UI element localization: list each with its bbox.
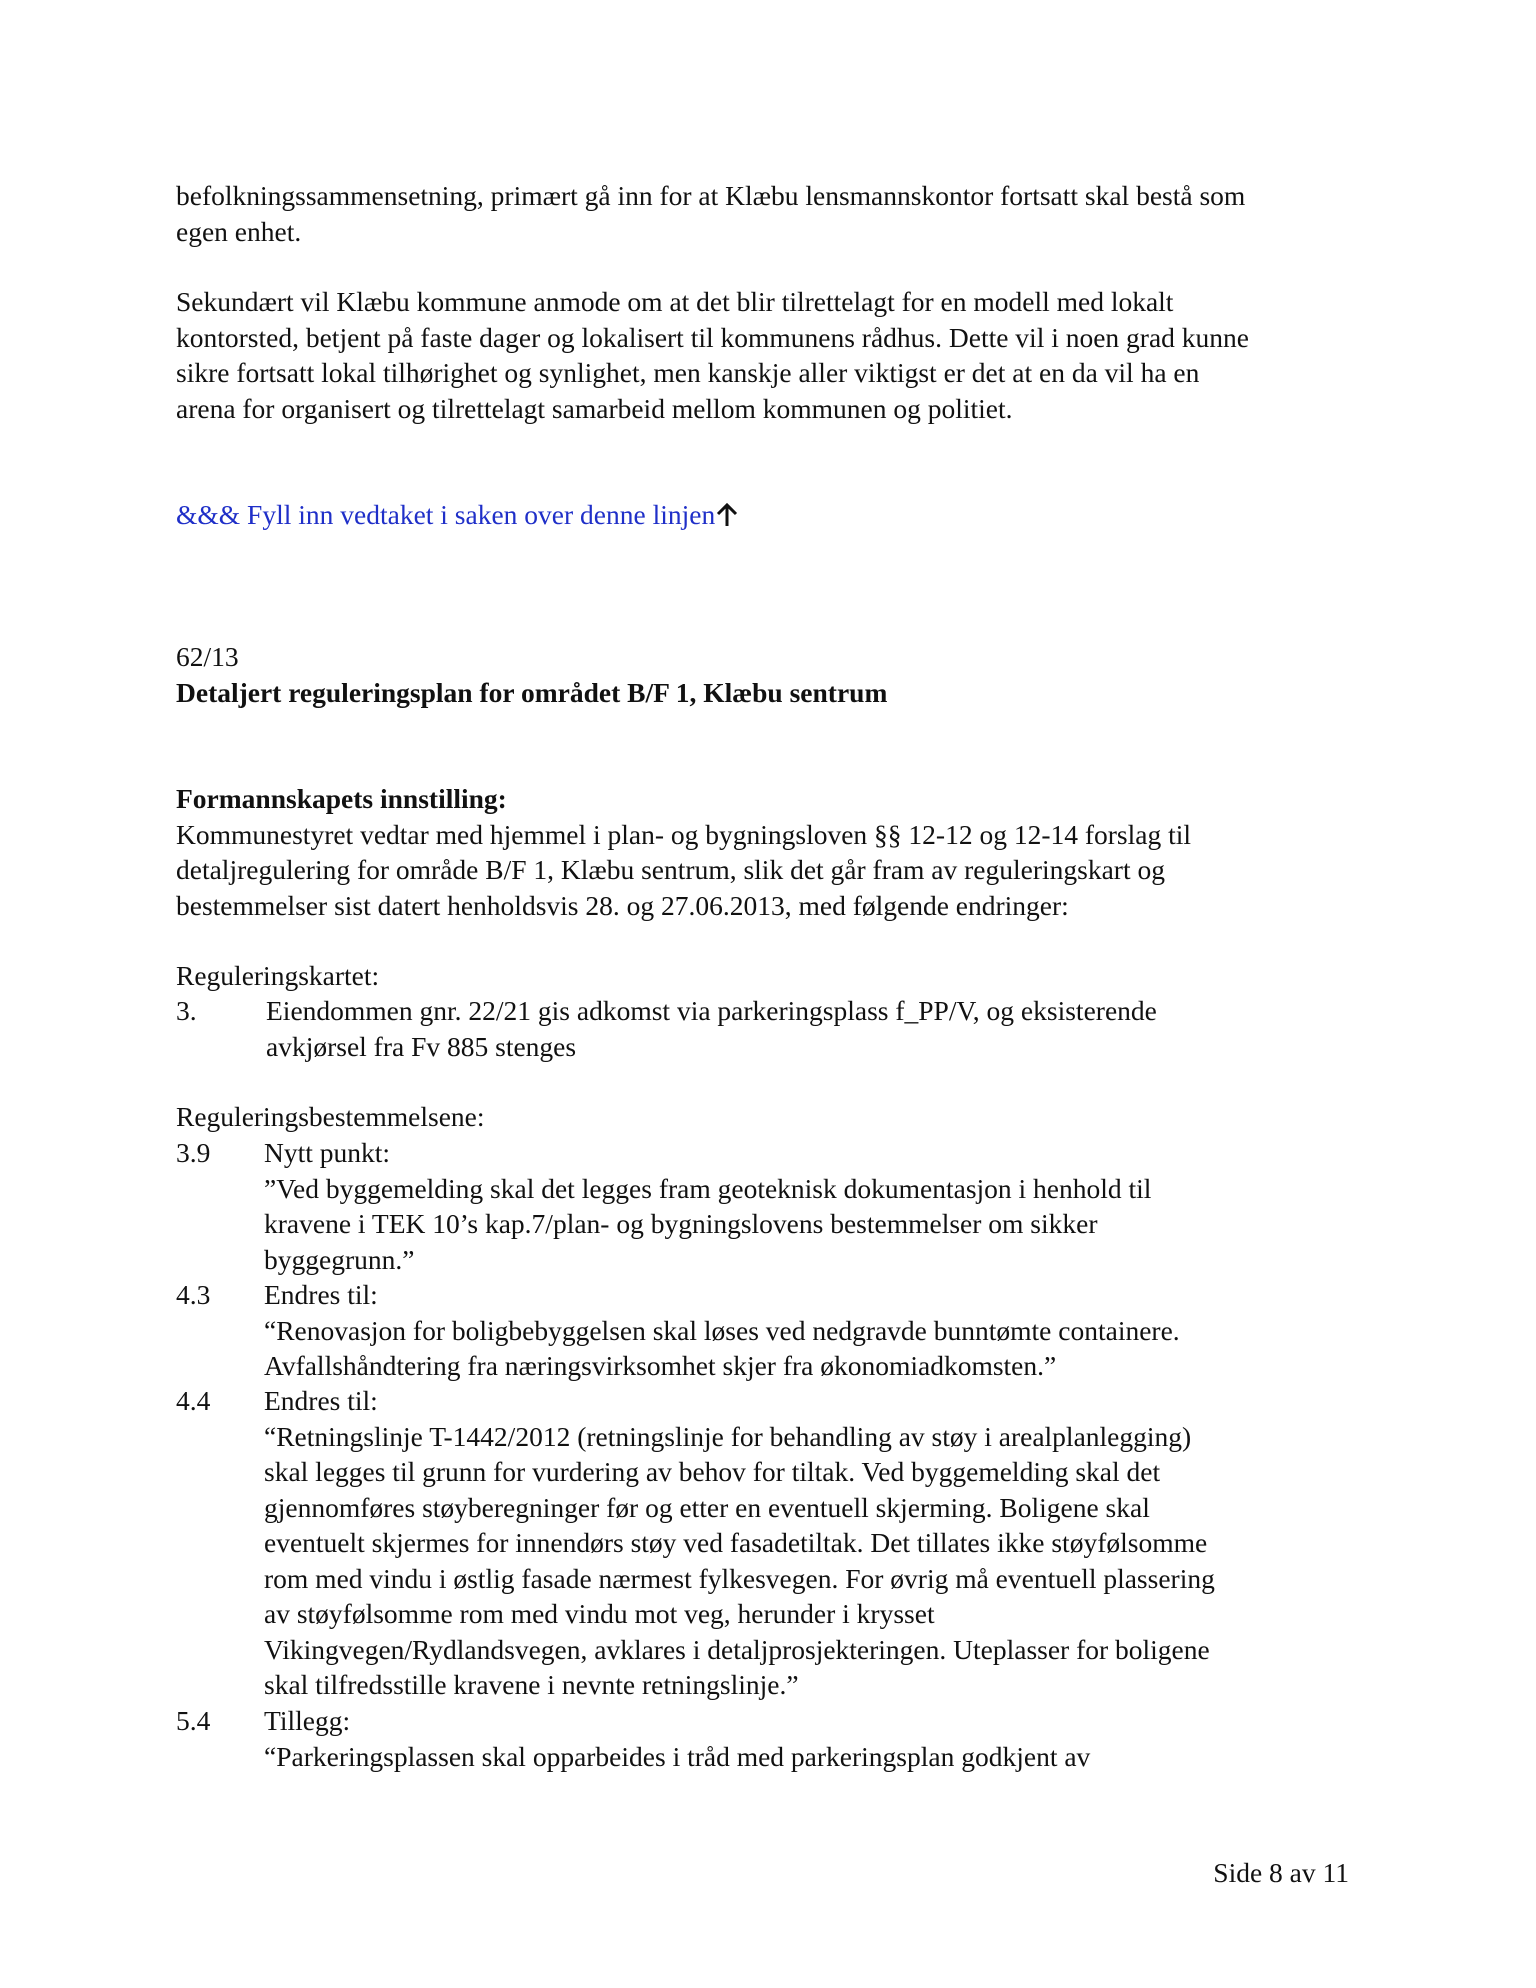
item-number: 5.4	[176, 1705, 211, 1736]
section-heading: Reguleringskartet:	[176, 960, 380, 991]
provision-item	[264, 1703, 1090, 1774]
provisions-section-heading	[176, 1099, 1376, 1135]
text-line: avkjørsel fra Fv 885 stenges	[266, 1030, 577, 1062]
provision-item	[264, 1383, 1215, 1703]
text-line: skal tilfredsstille kravene i nevnte retningslinje.”	[264, 1669, 799, 1700]
case-title: Detaljert reguleringsplan for området B/F 1, Klæbu sentrum	[176, 676, 888, 708]
page-number: Side 8 av 11	[1213, 1857, 1349, 1888]
case-number: 62/13	[176, 641, 239, 672]
arrow-up-icon	[716, 500, 738, 536]
text-line: Avfallshåndtering fra næringsvirksomhet skjer fra økonomiadkomsten.”	[264, 1350, 1057, 1381]
text-line: sikre fortsatt lokal tilhørighet og synlighet, men kanskje aller viktigst er det at en da vil ha en	[176, 357, 1200, 388]
text-line: Sekundært vil Klæbu kommune anmode om at det blir tilrettelagt for en modell med lokalt	[176, 286, 1174, 317]
text-line: Eiendommen gnr. 22/21 gis adkomst via parkeringsplass f_PP/V, og eksisterende	[266, 995, 1157, 1026]
case-header	[176, 639, 1376, 710]
text-line: kontorsted, betjent på faste dager og lokalisert til kommunens rådhus. Dette vil i noen grad kunne	[176, 321, 1249, 353]
text-line: kravene i TEK 10’s kap.7/plan- og bygningslovens bestemmelser om sikker	[264, 1208, 1098, 1239]
text-line: bestemmelser sist datert henholdsvis 28. og 27.06.2013, med følgende endringer:	[176, 889, 1069, 921]
secondary-paragraph	[176, 284, 1376, 426]
instruction-line	[176, 497, 1376, 536]
item-label: Endres til:	[264, 1279, 378, 1310]
text-line: “Retningslinje T-1442/2012 (retningslinje for behandling av støy i arealplanlegging)	[264, 1420, 1192, 1452]
text-line: eventuelt skjermes for innendørs støy ved fasadetiltak. Det tillates ikke støyfølsomme	[264, 1527, 1208, 1558]
text-line: egen enhet.	[176, 215, 302, 247]
text-line: av støyfølsomme rom med vindu mot veg, herunder i krysset	[264, 1598, 935, 1629]
item-number: 4.3	[176, 1279, 211, 1310]
text-line: arena for organisert og tilrettelagt samarbeid mellom kommunen og politiet.	[176, 392, 1013, 424]
intro-paragraph	[176, 178, 1376, 249]
text-line: “Parkeringsplassen skal opparbeides i tråd med parkeringsplan godkjent av	[264, 1740, 1091, 1772]
text-line: ”Ved byggemelding skal det legges fram geoteknisk dokumentasjon i henhold til	[264, 1172, 1152, 1204]
provision-item	[264, 1277, 1180, 1384]
recommendation-section	[176, 781, 1376, 923]
text-line: byggegrunn.”	[264, 1243, 415, 1275]
text-line: “Renovasjon for boligbebyggelsen skal løses ved nedgravde bunntømte containere.	[264, 1314, 1180, 1346]
text-line: Kommunestyret vedtar med hjemmel i plan- og bygningsloven §§ 12-12 og 12-14 forslag til	[176, 818, 1192, 850]
item-label: Tillegg:	[264, 1705, 351, 1736]
item-label: Endres til:	[264, 1385, 378, 1416]
text-line: rom med vindu i østlig fasade nærmest fylkesvegen. For øvrig må eventuell plassering	[264, 1562, 1215, 1594]
item-number: 4.4	[176, 1385, 211, 1416]
item-label: Nytt punkt:	[264, 1137, 391, 1168]
provision-item	[264, 1135, 1151, 1277]
map-item-text	[266, 993, 1157, 1064]
text-line: Vikingvegen/Rydlandsvegen, avklares i detaljprosjekteringen. Uteplasser for boligene	[264, 1633, 1210, 1665]
instruction-text: &&& Fyll inn vedtaket i saken over denne linjen	[176, 499, 716, 530]
section-heading: Reguleringsbestemmelsene:	[176, 1101, 485, 1132]
item-number: 3.9	[176, 1137, 211, 1168]
text-line: skal legges til grunn for vurdering av behov for tiltak. Ved byggemelding skal det	[264, 1456, 1161, 1487]
text-line: detaljregulering for område B/F 1, Klæbu sentrum, slik det går fram av reguleringskart og	[176, 854, 1165, 885]
item-number: 3.	[176, 995, 197, 1026]
text-line: befolkningssammensetning, primært gå inn for at Klæbu lensmannskontor fortsatt skal bestå som	[176, 180, 1246, 211]
text-line: gjennomføres støyberegninger før og etter en eventuell skjerming. Boligene skal	[264, 1491, 1150, 1523]
recommendation-heading: Formannskapets innstilling:	[176, 783, 507, 814]
map-section-heading	[176, 958, 1376, 994]
